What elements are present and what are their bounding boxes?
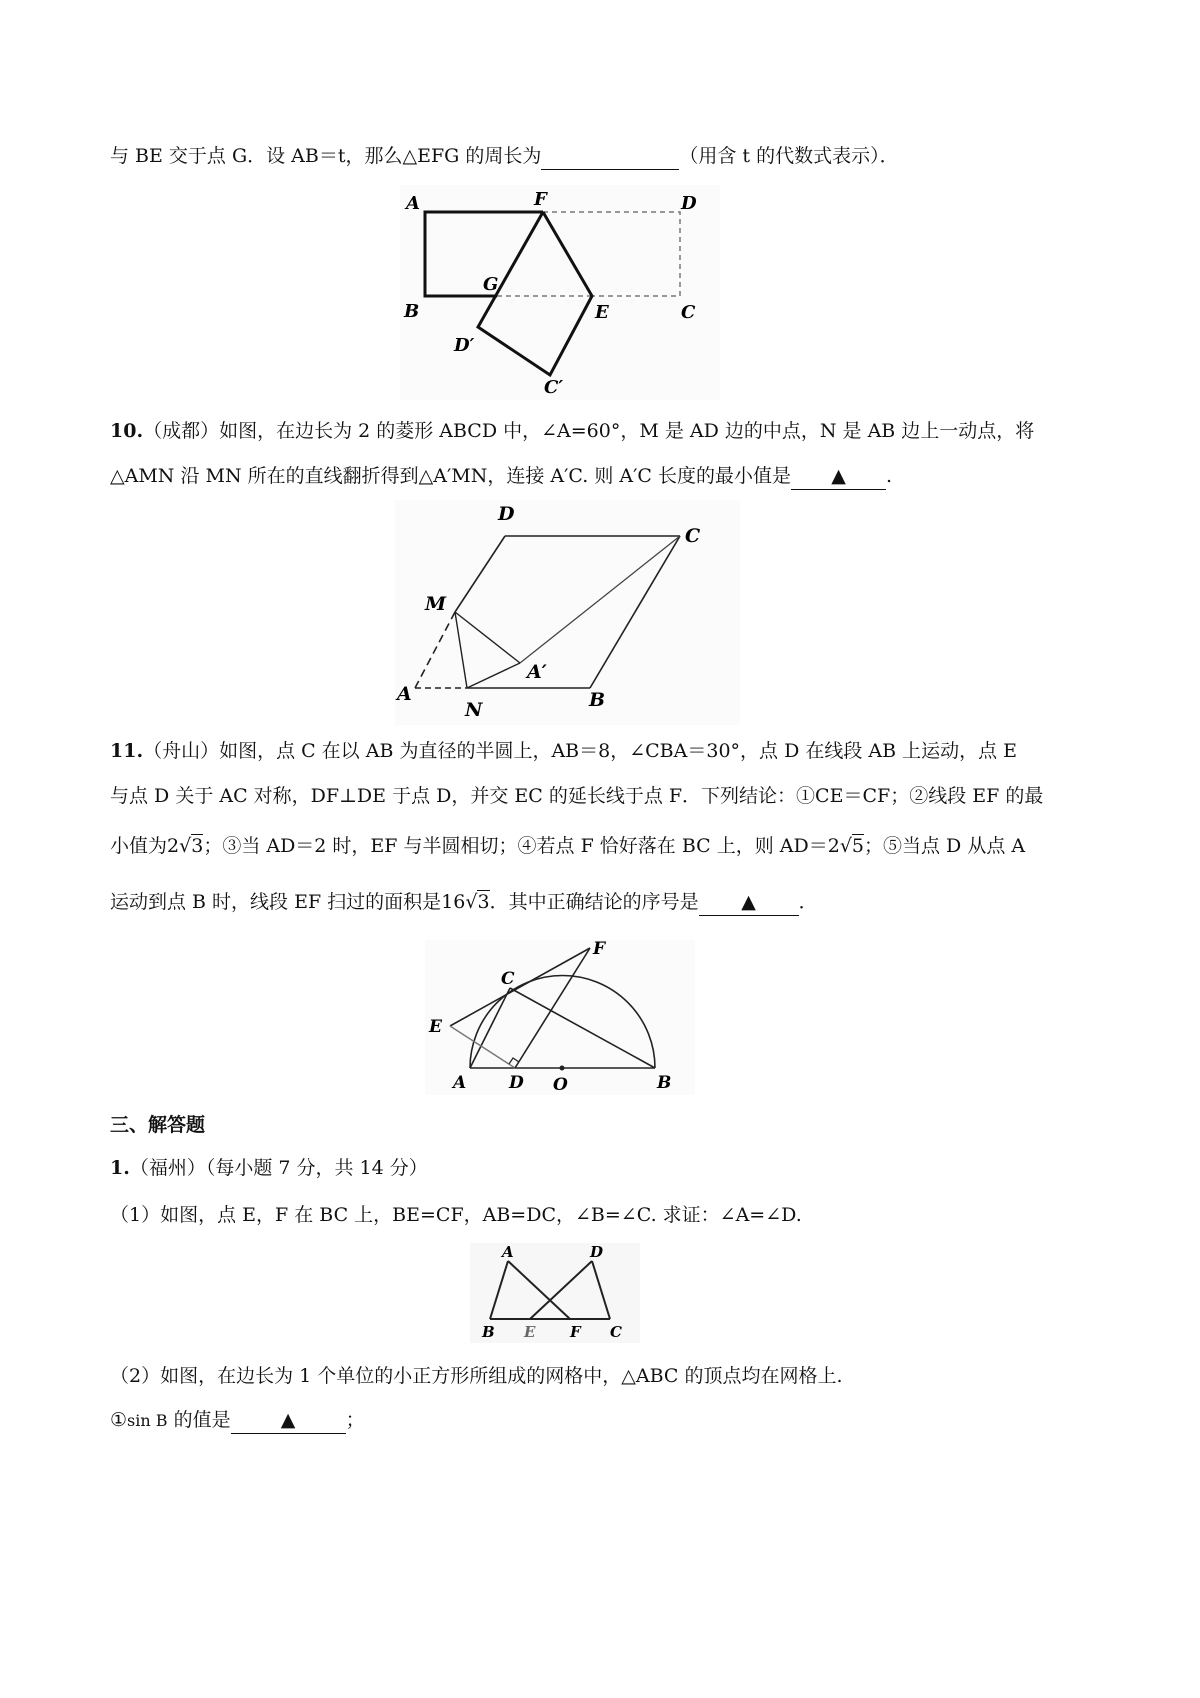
q11-text-line1: （舟山）如图，点 C 在以 AB 为直径的半圆上，AB＝8，∠CBA＝30°，点 D 在线段 AB 上运动，点 E bbox=[143, 740, 1018, 762]
q9-label-E: E bbox=[595, 302, 609, 323]
s3-label-F: F bbox=[570, 1323, 581, 1341]
q10-figure bbox=[395, 500, 740, 725]
q11-line1 bbox=[110, 738, 1017, 764]
q10-label-N: N bbox=[465, 699, 483, 721]
q11-coef-16: 16 bbox=[441, 891, 466, 913]
q11-expr-2sqrt5: 2√5 bbox=[827, 835, 865, 857]
q9-label-Cprime: C′ bbox=[544, 377, 564, 398]
q11-expr-2sqrt3: 2√3 bbox=[167, 835, 204, 857]
q9-text-pre: 与 BE 交于点 G．设 AB＝t，那么△EFG 的周长为 bbox=[110, 145, 542, 167]
q11-text-line4a: 运动到点 B 时，线段 EF 扫过的面积是 bbox=[110, 891, 442, 913]
q9-label-D: D bbox=[681, 193, 697, 214]
s3-q1-number: 1. bbox=[110, 1157, 130, 1179]
q11-coef-2b: 2 bbox=[827, 835, 840, 857]
section3-heading: 三、解答题 bbox=[110, 1114, 206, 1136]
s3-q1-item1 bbox=[110, 1407, 365, 1434]
q11-text-line3c: ；⑤当点 D 从点 A bbox=[864, 835, 1026, 857]
q11-label-E: E bbox=[429, 1017, 442, 1037]
q10-line2 bbox=[110, 463, 892, 490]
q10-answer-blank: ▲ bbox=[791, 463, 886, 490]
q10-text-line2: △AMN 沿 MN 所在的直线翻折得到△A′MN，连接 A′C. 则 A′C 长度的最小值是 bbox=[110, 465, 792, 487]
q11-label-C: C bbox=[501, 969, 515, 989]
q11-radicand-3: 3 bbox=[191, 835, 204, 857]
q11-label-B: B bbox=[657, 1073, 672, 1093]
s3-item1-circle-number: ① bbox=[110, 1409, 128, 1431]
s3-q1-figure bbox=[470, 1243, 640, 1343]
q11-center-point bbox=[560, 1066, 565, 1071]
q11-label-O: O bbox=[553, 1075, 568, 1095]
s3-item1-answer-blank: ▲ bbox=[231, 1407, 346, 1434]
q10-text-line1: （成都）如图，在边长为 2 的菱形 ABCD 中，∠A=60°，M 是 AD 边的中点，N 是 AB 边上一动点，将 bbox=[143, 420, 1035, 442]
q9-label-B: B bbox=[404, 301, 420, 322]
q9-label-C: C bbox=[681, 302, 696, 323]
s3-item1-text: 的值是 bbox=[167, 1409, 231, 1431]
q9-label-G: G bbox=[483, 274, 499, 295]
s3-q1-part1: （1）如图，点 E，F 在 BC 上，BE=CF，AB=DC，∠B=∠C. 求证：∠A=∠D. bbox=[110, 1204, 802, 1226]
q11-text-line3b: ；③当 AD＝2 时，EF 与半圆相切；④若点 F 恰好落在 BC 上，则 AD＝ bbox=[203, 835, 828, 857]
q11-answer-blank: ▲ bbox=[699, 889, 799, 916]
q9-text-post: （用含 t 的代数式表示）． bbox=[679, 145, 899, 167]
s3-label-A: A bbox=[502, 1243, 514, 1261]
s3-q1-header bbox=[110, 1155, 428, 1181]
q11-expr-16sqrt3: 16√3 bbox=[441, 891, 490, 913]
q11-text-line3a: 小值为 bbox=[110, 835, 168, 857]
q10-number: 10. bbox=[110, 420, 144, 442]
q11-line4 bbox=[110, 889, 818, 916]
s3-label-C: C bbox=[610, 1323, 622, 1341]
s3-label-E: E bbox=[524, 1323, 536, 1341]
q10-label-M: M bbox=[425, 593, 447, 615]
q11-text-line2: 与点 D 关于 AC 对称，DF⊥DE 于点 D，并交 EC 的延长线于点 F．下列结论：①CE＝CF；②线段 EF 的最 bbox=[110, 785, 1044, 807]
q10-text-post: . bbox=[886, 465, 893, 487]
q9-figure bbox=[400, 185, 720, 400]
q10-line1 bbox=[110, 418, 1034, 444]
q9-answer-blank bbox=[541, 143, 679, 170]
q11-coef-2: 2 bbox=[167, 835, 180, 857]
q11-radicand-5: 5 bbox=[851, 835, 865, 857]
q9-text bbox=[110, 143, 899, 170]
q11-line2 bbox=[110, 783, 1043, 809]
q9-label-Dprime: D′ bbox=[454, 335, 475, 356]
q11-label-D: D bbox=[509, 1073, 524, 1093]
q11-text-post: ． bbox=[798, 891, 818, 913]
q11-label-F: F bbox=[593, 940, 606, 959]
q10-label-B: B bbox=[589, 689, 606, 711]
q10-label-D: D bbox=[498, 503, 515, 525]
q9-label-F: F bbox=[534, 189, 547, 210]
s3-q1-part2: （2）如图，在边长为 1 个单位的小正方形所组成的网格中，△ABC 的顶点均在网格上. bbox=[110, 1365, 843, 1387]
s3-label-D: D bbox=[590, 1243, 604, 1261]
q11-label-A: A bbox=[453, 1073, 467, 1093]
q10-label-Aprime: A′ bbox=[527, 661, 547, 683]
s3-item1-post: ； bbox=[345, 1409, 365, 1431]
q9-label-A: A bbox=[406, 193, 420, 214]
q11-line3 bbox=[110, 833, 1025, 859]
q10-label-C: C bbox=[685, 525, 701, 547]
s3-q1-heading-text: （福州）（每小题 7 分，共 14 分） bbox=[129, 1157, 428, 1179]
s3-item1-sinB: sin B bbox=[127, 1411, 168, 1430]
q11-number: 11. bbox=[110, 740, 144, 762]
q11-radicand-3b: 3 bbox=[477, 891, 490, 913]
q11-text-line4b: ．其中正确结论的序号是 bbox=[489, 891, 699, 913]
q10-label-A: A bbox=[397, 683, 412, 705]
s3-label-B: B bbox=[482, 1323, 495, 1341]
q11-figure bbox=[425, 940, 695, 1095]
